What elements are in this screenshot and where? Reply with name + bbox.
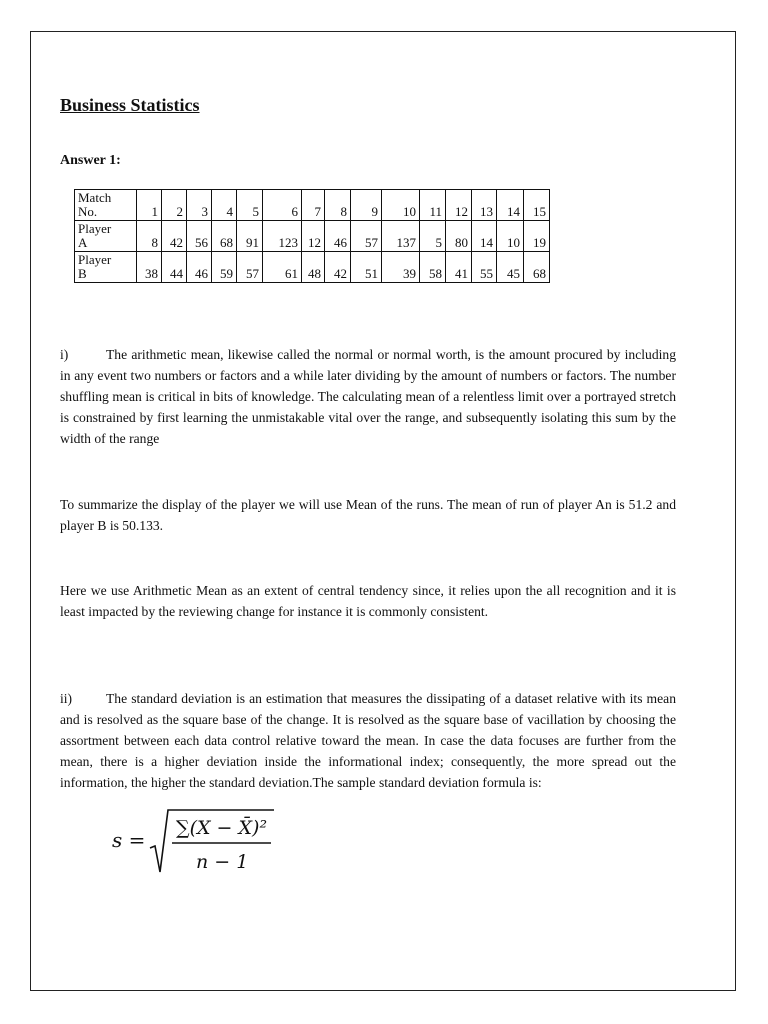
table-cell: 57 — [237, 252, 263, 283]
row-header-line: No. — [78, 204, 98, 219]
table-cell: 59 — [212, 252, 237, 283]
standard-deviation-formula — [84, 800, 284, 880]
paragraph-summary: To summarize the display of the player we will use Mean of the runs. The mean of run of player An is 51.2 and player B is 50.133. — [60, 497, 676, 533]
table-cell: 10 — [382, 190, 420, 221]
formula-numerator: ∑(X − X̄)² — [176, 817, 268, 839]
table-cell: 1 — [137, 190, 162, 221]
row-header-line: Player — [78, 221, 112, 236]
table-cell: 7 — [302, 190, 325, 221]
table-cell: 14 — [472, 221, 497, 252]
table-cell: 12 — [302, 221, 325, 252]
table-cell: 46 — [325, 221, 351, 252]
table-cell: 45 — [497, 252, 524, 283]
table-cell: 44 — [162, 252, 187, 283]
table-row — [75, 252, 550, 283]
row-header-line: B — [78, 266, 87, 281]
table-row — [75, 190, 550, 221]
table-cell: 15 — [524, 190, 550, 221]
paragraph-central-tendency: Here we use Arithmetic Mean as an extent of central tendency since, it relies upon the all recognition and it is least impacted by the reviewing change for instance it is commonly consistent. — [60, 583, 676, 619]
table-cell: 68 — [212, 221, 237, 252]
table-row-header — [75, 252, 137, 283]
table-row — [75, 221, 550, 252]
table-cell: 48 — [302, 252, 325, 283]
table-cell: 4 — [212, 190, 237, 221]
table-cell: 19 — [524, 221, 550, 252]
row-header-line: Match — [78, 190, 112, 205]
table-cell: 41 — [446, 252, 472, 283]
table-cell: 51 — [351, 252, 382, 283]
table-cell: 8 — [325, 190, 351, 221]
table-cell: 123 — [263, 221, 302, 252]
table-cell: 8 — [137, 221, 162, 252]
table-cell: 13 — [472, 190, 497, 221]
document-title: Business Statistics — [60, 95, 200, 115]
table-row-header — [75, 221, 137, 252]
table-cell: 10 — [497, 221, 524, 252]
row-header-line: A — [78, 235, 88, 250]
table-cell: 5 — [237, 190, 263, 221]
table-cell: 5 — [420, 221, 446, 252]
table-cell: 2 — [162, 190, 187, 221]
table-cell: 46 — [187, 252, 212, 283]
paragraph-arithmetic-mean — [60, 344, 676, 449]
section-number: i) — [60, 347, 69, 362]
table-cell: 42 — [162, 221, 187, 252]
table-cell: 61 — [263, 252, 302, 283]
table-cell: 38 — [137, 252, 162, 283]
table-cell: 55 — [472, 252, 497, 283]
match-runs-table — [74, 189, 550, 283]
formula-lhs: s = — [112, 828, 146, 852]
paragraph-standard-deviation — [60, 688, 676, 793]
table-cell: 80 — [446, 221, 472, 252]
table-cell: 91 — [237, 221, 263, 252]
table-row-header — [75, 190, 137, 221]
table-cell: 57 — [351, 221, 382, 252]
table-cell: 58 — [420, 252, 446, 283]
table-cell: 137 — [382, 221, 420, 252]
paragraph-text: The standard deviation is an estimation that measures the dissipating of a dataset relative with its mean and is resolved as the square base of the change. It is resolved as the square base of vacillation by choosing the assortment between each data control relative toward the mean. In case the data focuses are further from the mean, there is a higher deviation inside the informational index; consequently, the more spread out the information, the higher the standard deviation.The sample standard deviation formula is: — [60, 691, 676, 790]
table-cell: 12 — [446, 190, 472, 221]
table-cell: 3 — [187, 190, 212, 221]
section-number: ii) — [60, 691, 73, 706]
paragraph-text: The arithmetic mean, likewise called the normal or normal worth, is the amount procured by including in any event two numbers or factors and a while later dividing by the amount of numbers or factors. The number shuffling mean is critical in bits of knowledge. The calculating mean of a relentless limit over a portrayed stretch is constrained by first learning the unmistakable vital over the range, and subsequently isolating this sum by the width of the range — [60, 347, 676, 446]
table-cell: 11 — [420, 190, 446, 221]
table-cell: 68 — [524, 252, 550, 283]
table-cell: 14 — [497, 190, 524, 221]
table-cell: 42 — [325, 252, 351, 283]
table-cell: 9 — [351, 190, 382, 221]
row-header-line: Player — [78, 252, 112, 267]
table-cell: 6 — [263, 190, 302, 221]
table-cell: 39 — [382, 252, 420, 283]
formula-denominator: n − 1 — [196, 851, 249, 873]
table-cell: 56 — [187, 221, 212, 252]
answer-heading: Answer 1: — [60, 153, 121, 168]
